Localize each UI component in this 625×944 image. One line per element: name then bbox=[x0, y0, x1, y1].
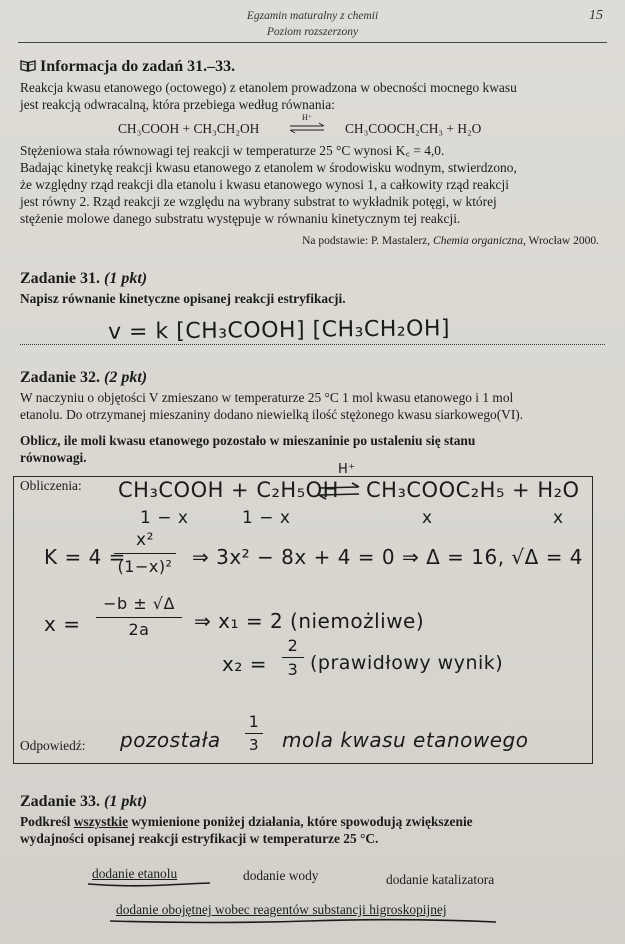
option-add-ethanol[interactable]: dodanie etanolu bbox=[92, 866, 178, 881]
hw-x2-note: (prawidłowy wynik) bbox=[310, 652, 504, 674]
hw-sub-acid: 1 − x bbox=[140, 508, 189, 528]
info-line-d: stężenie molowe danego substratu występuje w równaniu kinetycznym tej reakcji. bbox=[20, 211, 461, 226]
hw-x2-pre: x₂ = bbox=[222, 652, 267, 676]
answer-label: Odpowiedź: bbox=[20, 738, 86, 753]
hw-k-fraction-bar bbox=[114, 553, 176, 554]
hw-answer-pre: pozostała bbox=[120, 728, 221, 752]
equation-catalyst: H⁺ bbox=[302, 113, 312, 122]
task31-handwritten-answer: v = k [CH₃COOH] [CH₃CH₂OH] bbox=[107, 316, 451, 345]
source-suffix: , Wrocław 2000. bbox=[523, 235, 599, 247]
hw-k-right: ⇒ 3x² − 8x + 4 = 0 ⇒ Δ = 16, √Δ = 4 bbox=[192, 545, 584, 569]
info-k-line: Stężeniowa stała równowagi tej reakcji w temperaturze 25 °C wynosi K꜀ = 4,0. bbox=[20, 143, 445, 158]
hw-answer-post: mola kwasu etanowego bbox=[282, 728, 529, 752]
hw-x2-den: 3 bbox=[287, 660, 299, 679]
hw-x-left: x = bbox=[44, 612, 81, 636]
task32-instruction-2: równowagi. bbox=[20, 450, 87, 465]
hw-x2-fraction-bar bbox=[282, 657, 304, 658]
hw-eq-left: CH₃COOH + C₂H₅OH bbox=[118, 478, 339, 502]
hw-k-left: K = 4 = bbox=[44, 545, 126, 569]
hw-x-num: −b ± √Δ bbox=[103, 594, 175, 613]
hw-answer-fraction-bar bbox=[245, 733, 263, 734]
task33-heading bbox=[20, 793, 147, 811]
hw-equilibrium-arrow-icon bbox=[316, 482, 362, 500]
hw-x-fraction-bar bbox=[96, 617, 182, 618]
option-add-water[interactable]: dodanie wody bbox=[243, 868, 319, 883]
task31-instruction: Napisz równanie kinetyczne opisanej reakcji estryfikacji. bbox=[20, 291, 346, 306]
info-intro-1: Reakcja kwasu etanowego (octowego) z etanolem prowadzona w obecności mocnego kwasu bbox=[20, 80, 517, 95]
info-line-b: że względny rząd reakcji dla etanolu i kwasu etanowego wynosi 1, a całkowity rząd reakcji bbox=[20, 177, 509, 192]
task31-answer-line bbox=[20, 344, 605, 345]
hw-k-den: (1−x)² bbox=[117, 557, 173, 576]
hw-x-den: 2a bbox=[128, 620, 150, 639]
hw-answer-den: 3 bbox=[248, 736, 260, 754]
task33-instr-underlined: wszystkie bbox=[73, 814, 129, 829]
header-divider bbox=[18, 42, 607, 43]
task32-text-1: W naczyniu o objętości V zmieszano w temperaturze 25 °C 1 mol kwasu etanowego i 1 mol bbox=[20, 390, 514, 405]
equilibrium-arrow-icon bbox=[288, 122, 326, 134]
option-add-hygroscopic-pen-underline bbox=[108, 916, 498, 926]
info-intro-2: jest reakcją odwracalną, która przebiega według równania: bbox=[20, 97, 335, 112]
task33-instruction-2: wydajności opisanej reakcji estryfikacji w temperaturze 25 °C. bbox=[20, 831, 379, 846]
hw-x1: ⇒ x₁ = 2 (niemożliwe) bbox=[194, 609, 425, 633]
equation-right: CH₃COOCH₂CH₃ + H₂O bbox=[345, 121, 482, 136]
task31-heading bbox=[20, 270, 147, 288]
option-add-ethanol-pen-underline bbox=[86, 880, 212, 888]
book-icon bbox=[20, 60, 36, 72]
source-prefix: Na podstawie: P. Mastalerz, bbox=[302, 235, 431, 247]
page-number: 15 bbox=[589, 8, 603, 23]
task33-instr-post: wymienione poniżej działania, które spowodują zwiększenie bbox=[131, 814, 473, 829]
source-citation bbox=[302, 235, 599, 247]
exam-level: Poziom rozszerzony bbox=[266, 26, 359, 38]
hw-eq-catalyst: H⁺ bbox=[338, 462, 356, 477]
source-book: Chemia organiczna bbox=[433, 235, 524, 247]
exam-title: Egzamin maturalny z chemii bbox=[246, 10, 379, 22]
calc-label: Obliczenia: bbox=[20, 478, 82, 493]
hw-eq-right: CH₃COOC₂H₅ + H₂O bbox=[366, 478, 580, 502]
task32-points: (2 pkt) bbox=[104, 369, 148, 386]
hw-sub-water: x bbox=[553, 508, 564, 528]
task33-instr-pre: Podkreśl bbox=[20, 814, 71, 829]
task32-instruction-1: Oblicz, ile moli kwasu etanowego pozostało w mieszaninie po ustaleniu się stanu bbox=[20, 433, 476, 448]
equation-left: CH₃COOH + CH₃CH₂OH bbox=[118, 121, 260, 136]
task32-heading bbox=[20, 369, 147, 387]
info-line-a: Badając kinetykę reakcji kwasu etanowego z etanolem w środowisku wodnym, stwierdzono, bbox=[20, 160, 517, 175]
option-add-catalyst[interactable]: dodanie katalizatora bbox=[386, 872, 495, 887]
task31-title: Zadanie 31. bbox=[20, 270, 101, 287]
info-title: Informacja do zadań 31.–33. bbox=[40, 58, 236, 75]
hw-answer-num: 1 bbox=[248, 712, 260, 731]
hw-x2-num: 2 bbox=[287, 636, 299, 655]
info-heading bbox=[20, 58, 235, 76]
info-line-c: jest równy 2. Rząd reakcji ze względu na wybrany substrat to wykładnik potęgi, w której bbox=[20, 194, 497, 209]
hw-sub-ester: x bbox=[422, 508, 433, 528]
task33-title: Zadanie 33. bbox=[20, 793, 101, 810]
task33-points: (1 pkt) bbox=[104, 793, 148, 810]
task31-points: (1 pkt) bbox=[104, 270, 148, 287]
task32-text-2: etanolu. Do otrzymanej mieszaniny dodano niewielką ilość stężonego kwasu siarkowego(VI). bbox=[20, 407, 524, 422]
task33-instruction-1 bbox=[20, 814, 606, 831]
option-add-hygroscopic[interactable]: dodanie obojętnej wobec reagentów substancji higroskopijnej bbox=[116, 902, 447, 917]
task32-title: Zadanie 32. bbox=[20, 369, 101, 386]
hw-k-num: x² bbox=[136, 530, 154, 550]
hw-sub-ethanol: 1 − x bbox=[242, 508, 291, 528]
